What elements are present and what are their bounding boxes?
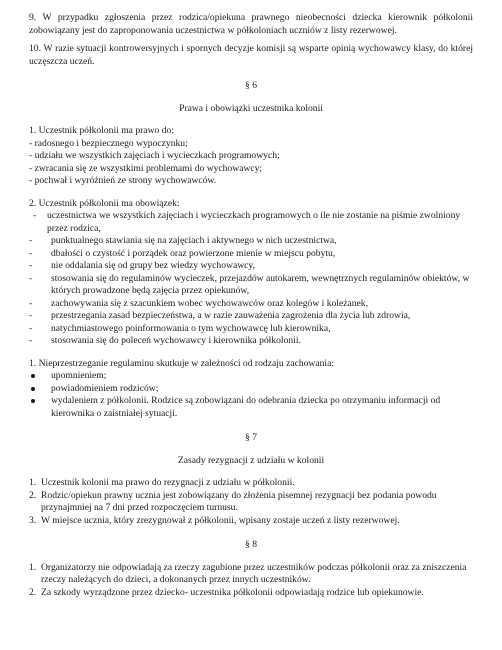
list-item: powiadomieniem rodziców; <box>29 383 473 396</box>
list-item: upomnieniem; <box>29 370 473 383</box>
section-8-heading: § 8 <box>245 539 257 550</box>
duties-intro: 2. Uczestnik półkolonii ma obowiązek: <box>29 197 180 209</box>
list-item: - uczestnictwa we wszystkich zajęciach i wycieczkach programowych o ile nie zostanie na piśmie zwolniony przez rodzica, <box>33 210 461 234</box>
section-7-title: Zasady rezygnacji z udziału w kolonii <box>177 454 325 466</box>
noncompliance-intro: 1. Nieprzestrzeganie regulaminu skutkuje w zależności od rodzaju zachowania: <box>29 357 335 369</box>
list-item: - zachowywania się z szacunkiem wobec wychowawców oraz kolegów i koleżanek, <box>29 297 368 309</box>
list-item: - udziału we wszystkich zajęciach i wycieczkach programowych; <box>29 150 280 161</box>
list-item: - pochwał i wyróżnień ze strony wychowawców. <box>29 175 217 186</box>
penalties-list <box>29 370 473 420</box>
list-item: - zwracania się ze wszystkimi problemami do wychowawcy; <box>29 162 263 174</box>
list-item: - stosowania się do poleceń wychowawcy i kierownika półkolonii. <box>29 335 301 346</box>
duties-list <box>29 210 473 348</box>
list-item: - natychmiastowego poinformowania o tym wychowawcę lub kierownika, <box>29 322 331 334</box>
list-item: wydaleniem z półkolonii. Rodzice są zobowiązani do odebrania dziecka po otrzymaniu informacji od kierownika o zaistniałej sytuacji. <box>29 395 473 420</box>
bullet-icon <box>31 399 35 403</box>
rights-list <box>29 138 473 188</box>
list-item: 2. Za szkody wyrządzone przez dziecko- uczestnika półkolonii odpowiadają rodzice lub opiekunowie. <box>29 586 424 598</box>
list-item: - przestrzegania zasad bezpieczeństwa, a w razie zauważenia zagrożenia dla życia lub zdrowia, <box>29 310 411 321</box>
resignation-list <box>29 477 473 527</box>
list-item: - nie oddalania się od grupy bez wiedzy wychowawcy, <box>29 260 255 271</box>
bullet-icon <box>31 387 35 391</box>
list-item: - stosowania się do regulaminów wycieczek, przejazdów autokarem, wewnętrznych regulaminów obiektów, w których prowadzone będą zajęcia przez opiekunów, <box>29 272 470 296</box>
list-item: 2. Rodzic/opiekun prawny ucznia jest zobowiązany do złożenia pisemnej rezygnacji bez podania powodu przynajmniej na 7 dni przed rozpoczęciem turnusu. <box>29 489 437 513</box>
paragraph-10: 10. W razie sytuacji kontrowersyjnych i spornych decyzje komisji są wsparte opinią wychowawcy klasy, do której uczęszcza uczeń. <box>29 43 473 67</box>
list-item: - radosnego i bezpiecznego wypoczynku; <box>29 137 188 149</box>
list-item: 3. W miejsce ucznia, który zrezygnował z półkolonii, wpisany zostaje uczeń z listy rezerwowej. <box>29 514 400 526</box>
list-item: 1. Uczestnik kolonii ma prawo do rezygnacji z udziału w półkolonii. <box>29 477 295 488</box>
liability-list <box>29 562 473 600</box>
section-6-heading: § 6 <box>245 80 257 91</box>
bullet-icon <box>31 374 35 378</box>
section-6-title: Prawa i obowiązki uczestnika kolonii <box>179 102 323 114</box>
list-item: - dbałości o czystość i porządek oraz powierzone mienie w miejscu pobytu, <box>29 247 336 259</box>
paragraph-9: 9. W przypadku zgłoszenia przez rodzica/opiekuna prawnego nieobecności dziecka kierownik półkolonii zobowiązany jest do zaproponowania uczestnictwa w półkoloniach uczniów z listy rezerwowej. <box>29 12 473 36</box>
section-7-heading: § 7 <box>245 432 257 443</box>
rights-intro: 1. Uczestnik półkolonii ma prawo do: <box>29 125 174 136</box>
document-page <box>29 12 473 599</box>
list-item: - punktualnego stawiania się na zajęciach i aktywnego w nich uczestnictwa, <box>29 235 337 246</box>
list-item: 1. Organizatorzy nie odpowiadają za rzeczy zagubione przez uczestników podczas półkolonii oraz za zniszczenia rzeczy należących do dzieci, a dokonanych przez innych uczestników. <box>29 561 467 585</box>
